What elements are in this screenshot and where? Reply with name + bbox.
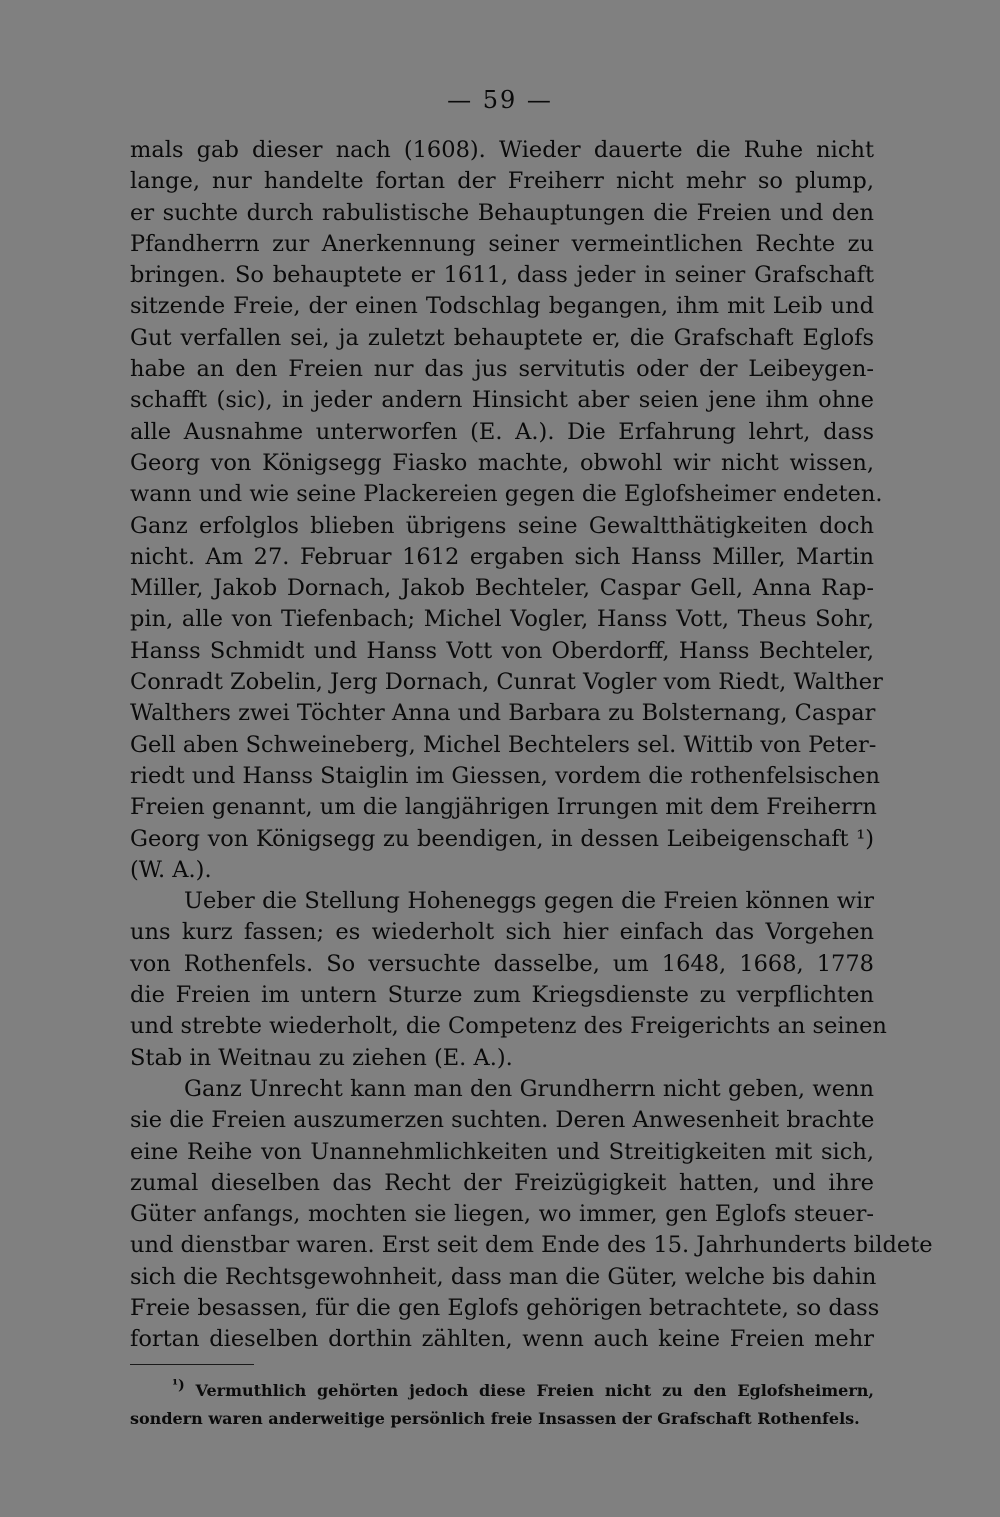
text-line: Güter anfangs, mochten sie liegen, wo immer, gen Eglofs steuer- — [130, 1201, 874, 1228]
footnote-text: Vermuthlich gehörten jedoch diese Freien nicht zu den Eglofsheimern, — [195, 1381, 874, 1400]
text-line: zumal dieselben das Recht der Freizügigkeit hatten, und ihre — [130, 1169, 874, 1196]
page-number: — 59 — — [447, 86, 553, 114]
text-line: Ganz erfolglos blieben übrigens seine Gewaltthätigkeiten doch — [130, 512, 874, 539]
text-line: lange, nur handelte fortan der Freiherr nicht mehr so plump, — [130, 168, 874, 195]
text-line: alle Ausnahme unterworfen (E. A.). Die Erfahrung lehrt, dass — [130, 418, 874, 445]
text-line: nicht. Am 27. Februar 1612 ergaben sich Hanss Miller, Martin — [130, 543, 874, 570]
text-line: Freien genannt, um die langjährigen Irrungen mit dem Freiherrn — [130, 794, 877, 821]
body-text — [130, 135, 933, 1356]
text-line: Miller, Jakob Dornach, Jakob Bechteler, Caspar Gell, Anna Rap- — [130, 575, 874, 602]
text-line: Gell aben Schweineberg, Michel Bechtelers sel. Wittib von Peter- — [130, 731, 877, 758]
text-line: fortan dieselben dorthin zählten, wenn auch keine Freien mehr — [130, 1326, 874, 1353]
text-line: Georg von Königsegg zu beendigen, in dessen Leibeigenschaft ¹) — [130, 825, 874, 852]
text-line: Hanss Schmidt und Hanss Vott von Oberdorff, Hanss Bechteler, — [130, 637, 874, 664]
paragraph — [130, 1074, 933, 1356]
text-line: habe an den Freien nur das jus servitutis oder der Leibeygen- — [130, 356, 874, 383]
text-line: Gut verfallen sei, ja zuletzt behauptete er, die Grafschaft Eglofs — [130, 324, 874, 351]
text-line: uns kurz fassen; es wiederholt sich hier einfach das Vorgehen — [130, 919, 874, 946]
text-line: die Freien im untern Sturze zum Kriegsdienste zu verpflichten — [130, 982, 874, 1009]
footnote-line — [130, 1377, 874, 1405]
footnote-line: sondern waren anderweitige persönlich freie Insassen der Grafschaft Rothenfels. — [130, 1409, 860, 1428]
text-line: und dienstbar waren. Erst seit dem Ende des 15. Jahrhunderts bildete — [130, 1232, 933, 1259]
text-line: sich die Rechtsgewohnheit, dass man die Güter, welche bis dahin — [130, 1263, 877, 1290]
text-line: riedt und Hanss Staiglin im Giessen, vordem die rothenfelsischen — [130, 762, 881, 789]
footnote-marker: ¹) — [172, 1377, 185, 1394]
footnote-separator — [130, 1364, 254, 1365]
text-line: Walthers zwei Töchter Anna und Barbara zu Bolsternang, Caspar — [130, 700, 876, 727]
text-line: mals gab dieser nach (1608). Wieder dauerte die Ruhe nicht — [130, 137, 874, 163]
text-line: bringen. So behauptete er 1611, dass jeder in seiner Grafschaft — [130, 262, 874, 289]
text-line: Conradt Zobelin, Jerg Dornach, Cunrat Vogler vom Riedt, Walther — [130, 669, 883, 696]
text-line: sie die Freien auszumerzen suchten. Deren Anwesenheit brachte — [130, 1107, 875, 1134]
text-line: Ueber die Stellung Hoheneggs gegen die Freien können wir — [184, 888, 874, 915]
footnote — [130, 1377, 874, 1433]
text-line: Pfandherrn zur Anerkennung seiner vermeintlichen Rechte zu — [130, 230, 874, 257]
text-line: sitzende Freie, der einen Todschlag begangen, ihm mit Leib und — [130, 293, 874, 320]
text-line: und strebte wiederholt, die Competenz des Freigerichts an seinen — [130, 1013, 887, 1040]
text-line: Georg von Königsegg Fiasko machte, obwohl wir nicht wissen, — [130, 449, 874, 476]
text-line: schafft (sic), in jeder andern Hinsicht aber seien jene ihm ohne — [130, 387, 874, 414]
text-line: (W. A.). — [130, 856, 212, 883]
text-line: von Rothenfels. So versuchte dasselbe, um 1648, 1668, 1778 — [130, 950, 874, 977]
text-line: Freie besassen, für die gen Eglofs gehörigen betrachtete, so dass — [130, 1294, 880, 1321]
text-line: Stab in Weitnau zu ziehen (E. A.). — [130, 1044, 513, 1071]
text-line: eine Reihe von Unannehmlichkeiten und Streitigkeiten mit sich, — [130, 1138, 874, 1165]
text-line: Ganz Unrecht kann man den Grundherrn nicht geben, wenn — [184, 1075, 874, 1102]
paragraph — [130, 886, 887, 1074]
text-line: wann und wie seine Plackereien gegen die Eglofsheimer endeten. — [130, 481, 883, 508]
text-line: pin, alle von Tiefenbach; Michel Vogler, Hanss Vott, Theus Sohr, — [130, 606, 874, 633]
text-line: er suchte durch rabulistische Behauptungen die Freien und den — [130, 199, 874, 226]
paragraph — [130, 135, 883, 886]
